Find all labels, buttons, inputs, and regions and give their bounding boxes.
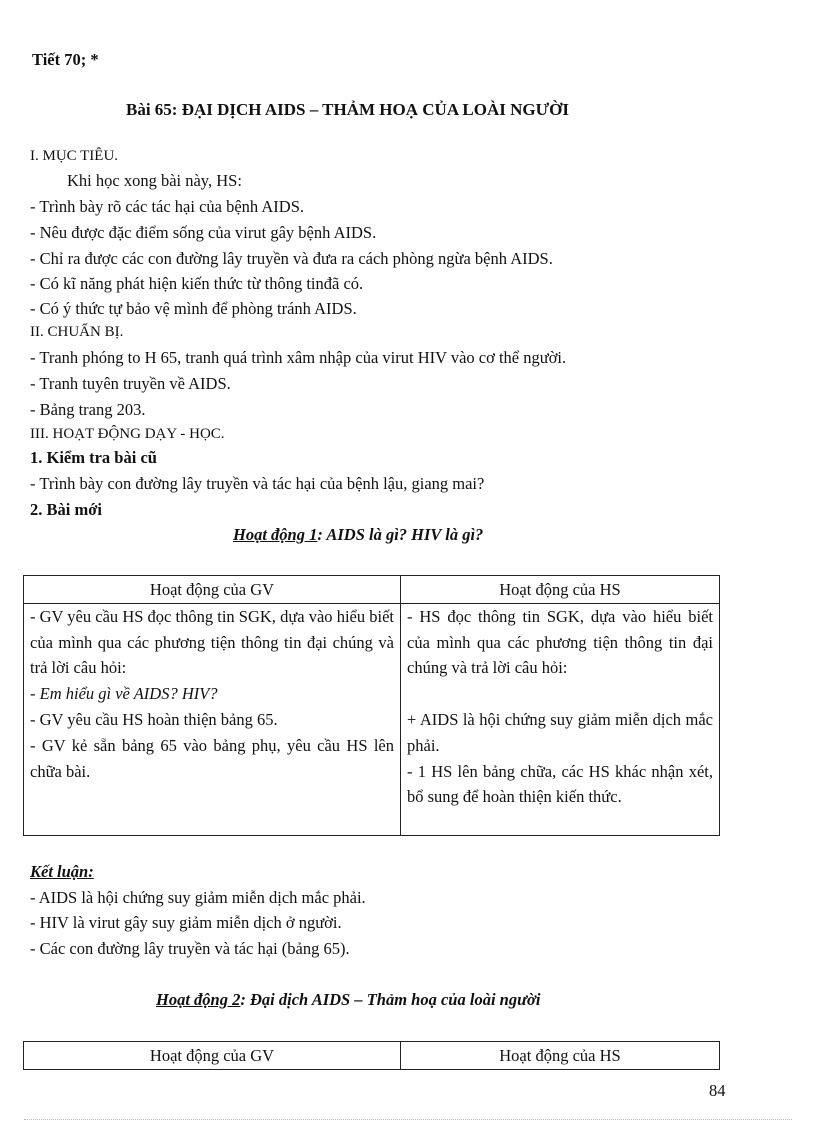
conclusion-item: - Các con đường lây truyền và tác hại (bảng 65). [30, 939, 350, 958]
activity2-header-gv: Hoạt động của GV [24, 1042, 401, 1070]
page-title: Bài 65: ĐẠI DỊCH AIDS – THẢM HOẠ CỦA LOÀI NGƯỜI [126, 100, 569, 119]
footer-divider [24, 1119, 792, 1120]
gv-line: - GV kẻ sẵn bảng 65 vào bảng phụ, yêu cầu HS lên chữa bài. [30, 735, 394, 781]
conclusion-heading [30, 862, 94, 882]
preparation-item: - Tranh tuyên truyền về AIDS. [30, 374, 231, 393]
activity1-header-hs: Hoạt động của HS [401, 576, 720, 604]
objective-item: - Nêu được đặc điểm sống của virut gây bệnh AIDS. [30, 223, 377, 242]
activity1-title-text: : AIDS là gì? HIV là gì? [317, 525, 484, 544]
hs-line: + AIDS là hội chứng suy giảm miễn dịch mắc phải. [407, 709, 713, 755]
activity1-hs-cell [401, 603, 720, 835]
activity2-table [23, 1041, 720, 1070]
activity1-gv-cell [24, 603, 401, 835]
preparation-heading: II. CHUẨN BỊ. [30, 324, 124, 340]
activity2-header-hs: Hoạt động của HS [401, 1042, 720, 1070]
objective-item: - Chỉ ra được các con đường lây truyền và đưa ra cách phòng ngừa bệnh AIDS. [30, 249, 553, 268]
objective-item: - Có ý thức tự bảo vệ mình để phòng tránh AIDS. [30, 299, 357, 318]
objective-item: - Có kĩ năng phát hiện kiến thức từ thông tinđã có. [30, 274, 364, 293]
gv-line: - GV yêu cầu HS đọc thông tin SGK, dựa vào hiểu biết của mình qua các phương tiện thông tin đại chúng và trả lời câu hỏi: [30, 606, 394, 678]
check-question: - Trình bày con đường lây truyền và tác hại của bệnh lậu, giang mai? [30, 474, 485, 493]
activity1-header-gv: Hoạt động của GV [24, 576, 401, 604]
objectives-heading: I. MỤC TIÊU. [30, 148, 119, 164]
activity1-table [23, 575, 720, 836]
activity2-title-text: : Đại dịch AIDS – Thảm hoạ của loài người [240, 990, 541, 1009]
conclusion-item: - HIV là virut gây suy giảm miễn dịch ở người. [30, 913, 342, 932]
activity1-title [233, 525, 483, 545]
gv-line: - GV yêu cầu HS hoàn thiện bảng 65. [30, 709, 278, 729]
hs-line: - 1 HS lên bảng chữa, các HS khác nhận xét, bổ sung để hoàn thiện kiến thức. [407, 761, 713, 807]
conclusion-heading-text: Kết luận: [30, 862, 94, 881]
conclusion-item: - AIDS là hội chứng suy giảm miễn dịch mắc phải. [30, 888, 366, 907]
page-number: 84 [709, 1081, 726, 1100]
gv-question: - Em hiểu gì về AIDS? HIV? [30, 684, 218, 704]
activity2-title [156, 990, 540, 1010]
objectives-intro: Khi học xong bài này, HS: [67, 171, 242, 190]
activities-heading: III. HOẠT ĐỘNG DẠY - HỌC. [30, 426, 225, 442]
check-heading: 1. Kiểm tra bài cũ [30, 448, 157, 467]
preparation-item: - Bảng trang 203. [30, 400, 146, 419]
preparation-item: - Tranh phóng to H 65, tranh quá trình xâm nhập của virut HIV vào cơ thể người. [30, 348, 567, 367]
hs-line: - HS đọc thông tin SGK, dựa vào hiểu biết của mình qua các phương tiện thông tin đại chúng và trả lời câu hỏi: [407, 606, 713, 678]
objective-item: - Trình bày rõ các tác hại của bệnh AIDS. [30, 197, 305, 216]
activity1-label: Hoạt động 1 [233, 525, 318, 544]
new-lesson-heading: 2. Bài mới [30, 500, 102, 519]
activity2-label: Hoạt động 2 [156, 990, 241, 1009]
lesson-label: Tiết 70; * [32, 50, 99, 69]
